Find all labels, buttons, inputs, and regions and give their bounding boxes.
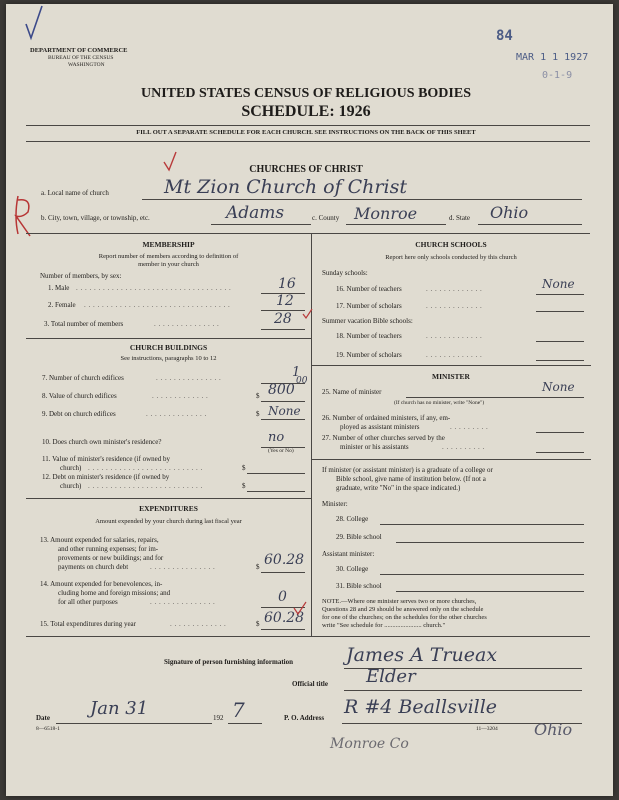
red-check-icon-members [302, 308, 314, 320]
schools-note: Report here only schools conducted by this church [385, 254, 517, 261]
minister-note-4: write "See schedule for ....................... church." [322, 622, 446, 629]
q18-dots: . . . . . . . . . . . . . [426, 332, 483, 340]
q9-dollar: $ [256, 410, 260, 418]
female-value[interactable]: 12 [276, 293, 294, 309]
fill-instruction: FILL OUT A SEPARATE SCHEDULE FOR EACH CHURCH. SEE INSTRUCTIONS ON THE BACK OF THIS SHEET [136, 129, 476, 136]
q27-line [536, 452, 584, 453]
year-line [228, 723, 262, 724]
county-value[interactable]: Monroe [354, 204, 418, 223]
male-value[interactable]: 16 [278, 276, 296, 292]
q13-dollar: $ [256, 563, 260, 571]
q9-dots: . . . . . . . . . . . . . . [146, 410, 207, 418]
q15-value[interactable]: 60.28 [264, 610, 305, 626]
date-line [56, 723, 212, 724]
schools-heading: CHURCH SCHOOLS [415, 240, 487, 249]
state-line [478, 224, 582, 225]
form-title: UNITED STATES CENSUS OF RELIGIOUS BODIES [140, 86, 471, 101]
city-value[interactable]: Adams [226, 203, 285, 223]
header-bottom-rule [26, 141, 590, 142]
q13-line [261, 572, 305, 573]
section-bottom-rule [26, 636, 590, 637]
q16-dots: . . . . . . . . . . . . . [426, 285, 483, 293]
state-label: d. State [449, 214, 470, 222]
sunday-schools-label: Sunday schools: [322, 269, 368, 277]
minister-note-2: Questions 28 and 29 should be answered only on the schedule [322, 606, 484, 613]
bureau-name: BUREAU OF THE CENSUS [48, 55, 114, 61]
q11-line [247, 473, 305, 474]
corner-checkmark [24, 4, 44, 47]
q11-label-2: church) [60, 464, 82, 472]
minister-note-1: NOTE.—Where one minister serves two or more churches, [322, 598, 477, 605]
q15-dollar: $ [256, 620, 260, 628]
stamp-code: 0-1-9 [542, 70, 573, 81]
q7-label: 7. Number of church edifices [42, 374, 124, 382]
male-leader-dots: . . . . . . . . . . . . . . . . . . . . . . . . . . . . . . . . . . . [76, 284, 232, 292]
membership-note-1: Report number of members according to definition of [98, 253, 239, 260]
po-address-value[interactable]: R #4 Beallsville [344, 696, 498, 718]
q16-label: 16. Number of teachers [336, 285, 402, 293]
q12-dollar: $ [242, 482, 246, 490]
header-top-rule [26, 125, 590, 126]
denomination-title: CHURCHES OF CHRIST [249, 164, 363, 175]
graduate-top-rule [311, 459, 591, 460]
q17-label: 17. Number of scholars [336, 302, 402, 310]
q26-dots: . . . . . . . . . [450, 423, 489, 431]
state-value[interactable]: Ohio [490, 203, 529, 222]
local-name-line [142, 199, 582, 200]
buildings-note: See instructions, paragraphs 10 to 12 [120, 355, 217, 362]
expenditures-heading: EXPENDITURES [139, 504, 198, 513]
county-pencil-note: Monroe Co [330, 736, 409, 752]
members-by-sex-label: Number of members, by sex: [40, 272, 122, 280]
q11-dollar: $ [242, 464, 246, 472]
q13-line-1: 13. Amount expended for salaries, repairs, [40, 536, 159, 544]
q10-label: 10. Does church own minister's residence? [42, 438, 162, 446]
county-line [346, 224, 446, 225]
q15-dots: . . . . . . . . . . . . . [170, 620, 227, 628]
local-name-label: a. Local name of church [41, 189, 109, 197]
q9-value[interactable]: None [268, 404, 301, 418]
q29-line [396, 542, 584, 543]
q14-line-2: cluding home and foreign missions; and [58, 589, 171, 597]
assistant-subheading: Assistant minister: [322, 550, 375, 558]
q14-line-3: for all other purposes [58, 598, 118, 606]
total-members-line [261, 329, 305, 330]
summer-schools-label: Summer vacation Bible schools: [322, 317, 413, 325]
q18-label: 18. Number of teachers [336, 332, 402, 340]
q12-line [247, 491, 305, 492]
q26-line-1: 26. Number of ordained ministers, if any, em- [322, 414, 451, 422]
official-title-line [344, 690, 582, 691]
q13-dots: . . . . . . . . . . . . . . . [150, 563, 216, 571]
buildings-top-rule [26, 338, 311, 339]
form-number-right: 11—3204 [476, 726, 498, 732]
date-label: Date [36, 714, 50, 722]
q15-label: 15. Total expenditures during year [40, 620, 136, 628]
q10-value[interactable]: no [268, 430, 285, 445]
q17-line [536, 311, 584, 312]
q9-line [261, 419, 305, 420]
q8-line [261, 401, 305, 402]
q11-dots: . . . . . . . . . . . . . . . . . . . . . . . . . . [88, 464, 203, 472]
expenditures-top-rule [26, 498, 311, 499]
section-top-rule [26, 233, 590, 234]
female-label: 2. Female [48, 301, 76, 309]
q8-dollar: $ [256, 392, 260, 400]
graduate-note-3: graduate, write "No" in the space indicated.) [336, 484, 461, 492]
q26-line [536, 432, 584, 433]
graduate-note-1: If minister (or assistant minister) is a graduate of a college or [322, 466, 493, 474]
checkmark-icon [24, 4, 44, 42]
margin-check-mark [10, 194, 36, 245]
expenditures-note: Amount expended by your church during last fiscal year [95, 518, 242, 525]
q15-line [261, 629, 305, 630]
q29-label: 29. Bible school [336, 533, 382, 541]
q13-value[interactable]: 60.28 [264, 552, 305, 568]
column-divider [311, 233, 312, 547]
q16-value[interactable]: None [542, 277, 575, 291]
q19-line [536, 360, 584, 361]
minister-heading: MINISTER [432, 372, 470, 381]
q14-dots: . . . . . . . . . . . . . . . [150, 598, 216, 606]
q8-value[interactable]: 800 [268, 382, 295, 398]
q28-line [380, 524, 584, 525]
po-address-state[interactable]: Ohio [534, 720, 573, 739]
minister-note-3: for one of the churches; on the schedules for the other churches [322, 614, 487, 621]
red-check-icon-name [162, 150, 178, 172]
q12-label-2: church) [60, 482, 82, 490]
bureau-city: WASHINGTON [68, 62, 105, 68]
q14-line-1: 14. Amount expended for benevolences, in- [40, 580, 163, 588]
q25-value[interactable]: None [542, 380, 575, 394]
total-members-label: 3. Total number of members [44, 320, 124, 328]
official-title-value[interactable]: Elder [366, 666, 416, 687]
q7-value[interactable]: 1 [292, 365, 301, 380]
q14-value[interactable]: 0 [278, 589, 287, 605]
date-value[interactable]: Jan 31 [90, 698, 149, 719]
q17-dots: . . . . . . . . . . . . . [426, 302, 483, 310]
q18-line [536, 341, 584, 342]
buildings-heading: CHURCH BUILDINGS [129, 343, 208, 352]
column-divider-lower [311, 547, 312, 636]
q31-line [396, 591, 584, 592]
signature-label: Signature of person furnishing information [164, 658, 293, 666]
year-prefix: 192 [213, 714, 224, 722]
q19-dots: . . . . . . . . . . . . . [426, 351, 483, 359]
q9-label: 9. Debt on church edifices [42, 410, 116, 418]
census-form-sheet [6, 4, 613, 796]
female-leader-dots: . . . . . . . . . . . . . . . . . . . . . . . . . . . . . . . . . [84, 301, 231, 309]
minister-subheading: Minister: [322, 500, 348, 508]
q13-line-3: provements or new buildings; and for [58, 554, 164, 562]
q30-label: 30. College [336, 565, 369, 573]
q16-line [536, 294, 584, 295]
q26-line-2: ployed as assistant ministers [340, 423, 420, 431]
membership-note-2: member in your church [138, 261, 199, 268]
q31-label: 31. Bible school [336, 582, 382, 590]
stamp-number: 84 [496, 28, 513, 44]
q25-line [406, 397, 584, 398]
signature-value[interactable]: James A Trueax [346, 644, 498, 666]
q11-label-1: 11. Value of minister's residence (if owned by [42, 455, 171, 463]
q13-line-2: and other running expenses; for im- [58, 545, 159, 553]
male-label: 1. Male [48, 284, 70, 292]
q8-dots: . . . . . . . . . . . . . [152, 392, 209, 400]
graduate-note-2: Bible school, give name of institution below. (If not a [336, 475, 486, 483]
q8-cents[interactable]: 00 [296, 376, 308, 386]
q25-label: 25. Name of minister [322, 388, 382, 396]
form-number-left: 8—6518-1 [36, 726, 60, 732]
total-members-value[interactable]: 28 [274, 311, 292, 327]
q10-hint: (Yes or No) [268, 448, 294, 454]
year-value[interactable]: 7 [232, 698, 245, 722]
q25-hint: (If church has no minister, write "None") [394, 400, 485, 406]
city-line [211, 224, 311, 225]
total-members-dots: . . . . . . . . . . . . . . . [154, 320, 220, 328]
po-address-label: P. O. Address [284, 714, 325, 722]
q8-label: 8. Value of church edifices [42, 392, 117, 400]
q27-line-1: 27. Number of other churches served by the [322, 434, 445, 442]
county-label: c. County [312, 214, 340, 222]
q12-label-1: 12. Debt on minister's residence (if owned by [42, 473, 170, 481]
city-label: b. City, town, village, or township, etc. [41, 214, 150, 222]
q13-line-4: payments on church debt [58, 563, 129, 571]
department-name: DEPARTMENT OF COMMERCE [30, 47, 128, 54]
official-title-label: Official title [292, 680, 328, 688]
form-schedule: SCHEDULE: 1926 [241, 103, 371, 120]
q7-dots: . . . . . . . . . . . . . . . [156, 374, 222, 382]
q27-dots: . . . . . . . . . . [442, 443, 485, 451]
stamp-date: MAR 1 1 1927 [516, 52, 589, 63]
q12-dots: . . . . . . . . . . . . . . . . . . . . . . . . . . [88, 482, 203, 490]
local-name-value[interactable]: Mt Zion Church of Christ [164, 176, 407, 198]
q28-label: 28. College [336, 515, 369, 523]
membership-heading: MEMBERSHIP [142, 240, 195, 249]
q30-line [380, 574, 584, 575]
q19-label: 19. Number of scholars [336, 351, 402, 359]
q27-line-2: minister or his assistants [340, 443, 409, 451]
red-check-icon-expenditures [292, 600, 308, 616]
minister-top-rule [311, 365, 591, 366]
